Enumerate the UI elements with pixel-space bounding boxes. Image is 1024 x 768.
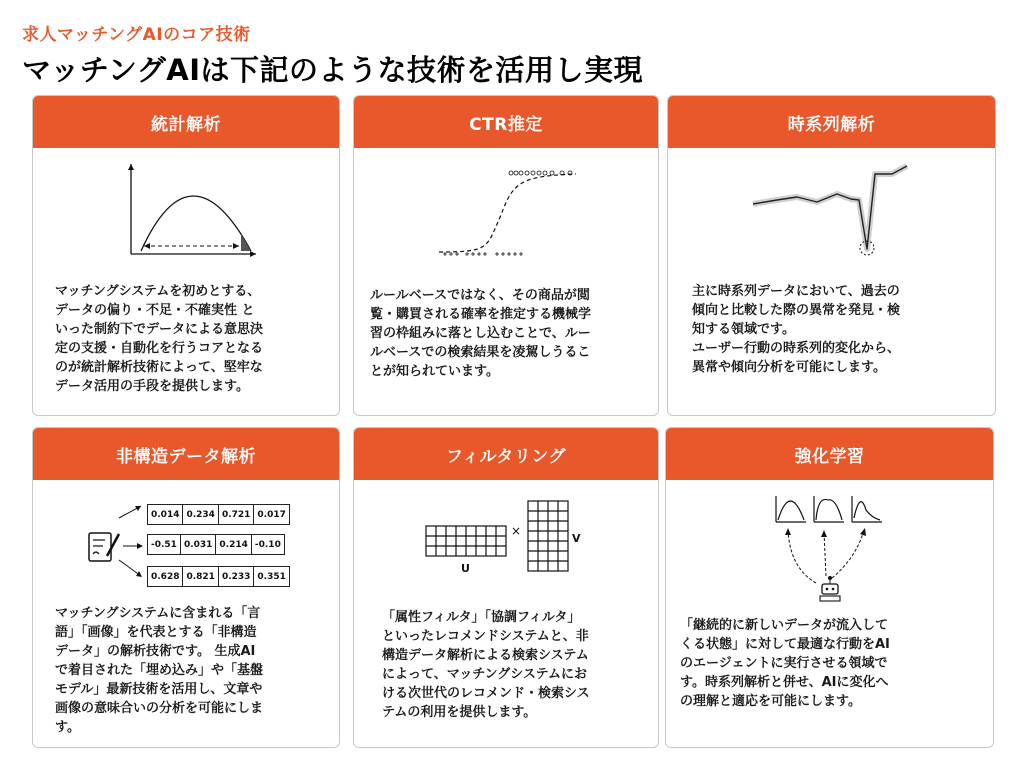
embedding-illustration bbox=[33, 498, 340, 598]
embedding-row-3 bbox=[147, 566, 290, 587]
embedding-value: 0.821 bbox=[183, 567, 218, 587]
embedding-value: 0.721 bbox=[218, 505, 253, 525]
matrix-u-label: U bbox=[461, 562, 470, 575]
card-time-series bbox=[667, 95, 996, 416]
card-description: マッチングシステムに含まれる「言 語」「画像」を代表とする「非構造 データ」の解析技術です。 生成AI で着目された「埋め込み」や「基盤 モデル」最新技術を活用し、文章や 画像の意味合いの分析を可能にしま す。 bbox=[55, 606, 264, 735]
distribution-illustration bbox=[33, 156, 339, 261]
embedding-value: 0.628 bbox=[148, 567, 183, 587]
card-description: 主に時系列データにおいて、過去の 傾向と比較した際の異常を発見・検 知する領域です。 ユーザー行動の時系列的変化から、 異常や傾向分析を可能にします。 bbox=[692, 284, 901, 375]
card-title: 時系列解析 bbox=[668, 96, 995, 148]
matrix-grid-icon bbox=[408, 496, 608, 606]
page-title: マッチングAIは下記のような技術を活用し実現 bbox=[22, 53, 644, 87]
card-statistics bbox=[32, 95, 340, 416]
robot-icon bbox=[820, 576, 840, 601]
agent-illustration bbox=[666, 488, 993, 608]
embedding-value: 0.031 bbox=[180, 535, 215, 555]
card-filtering bbox=[353, 427, 659, 748]
card-description: 「属性フィルタ」「協調フィルタ」 といったレコメンドシステムと、非 構造データ解析による検索システム によって、マッチングシステムにお ける次世代のレコメンド・検索シス テムの利用を提供します。 bbox=[382, 610, 590, 720]
times-symbol: × bbox=[511, 524, 522, 538]
embedding-row-2 bbox=[147, 534, 285, 555]
card-title: 非構造データ解析 bbox=[33, 428, 339, 480]
card-title: CTR推定 bbox=[354, 96, 658, 148]
card-title: 強化学習 bbox=[666, 428, 993, 480]
embedding-value: 0.351 bbox=[254, 567, 289, 587]
card-unstructured-data bbox=[32, 427, 340, 748]
embedding-value: 0.233 bbox=[218, 567, 253, 587]
embedding-value: 0.214 bbox=[216, 535, 251, 555]
embedding-value: 0.234 bbox=[183, 505, 218, 525]
card-description: ルールベースではなく、その商品が閲 覧・購買される確率を推定する機械学 習の枠組みに落とし込むことで、ルー ルベースでの検索結果を凌駕しうるこ とが知られています。 bbox=[370, 288, 592, 379]
embedding-value: -0.10 bbox=[251, 535, 284, 555]
embedding-value: -0.51 bbox=[148, 535, 181, 555]
card-title: フィルタリング bbox=[354, 428, 658, 480]
card-reinforcement-learning bbox=[665, 427, 994, 748]
anomaly-illustration bbox=[668, 154, 995, 264]
matrix-factorization-illustration bbox=[354, 496, 659, 606]
embedding-value: 0.017 bbox=[254, 505, 289, 525]
embedding-row-1 bbox=[147, 504, 290, 525]
matrix-v-label: V bbox=[572, 532, 581, 545]
card-description: マッチングシステムを初めとする、 データの偏り・不足・不確実性 と いった制約下でデータによる意思決 定の支援・自動化を行うコアとなる のが統計解析技術によって、堅牢な データ活用の手段を提供します。 bbox=[55, 284, 264, 394]
card-description: 「継続的に新しいデータが流入して くる状態」に対して最適な行動をAI のエージェントに実行させる領域で す。時系列解析と併せ、AIに変化へ の理解と適応を可能にします。 bbox=[680, 618, 890, 709]
card-title: 統計解析 bbox=[33, 96, 339, 148]
sigmoid-illustration bbox=[354, 160, 658, 265]
page-subtitle: 求人マッチングAIのコア技術 bbox=[22, 25, 251, 45]
embedding-value: 0.014 bbox=[148, 505, 183, 525]
card-ctr-estimation bbox=[353, 95, 659, 416]
